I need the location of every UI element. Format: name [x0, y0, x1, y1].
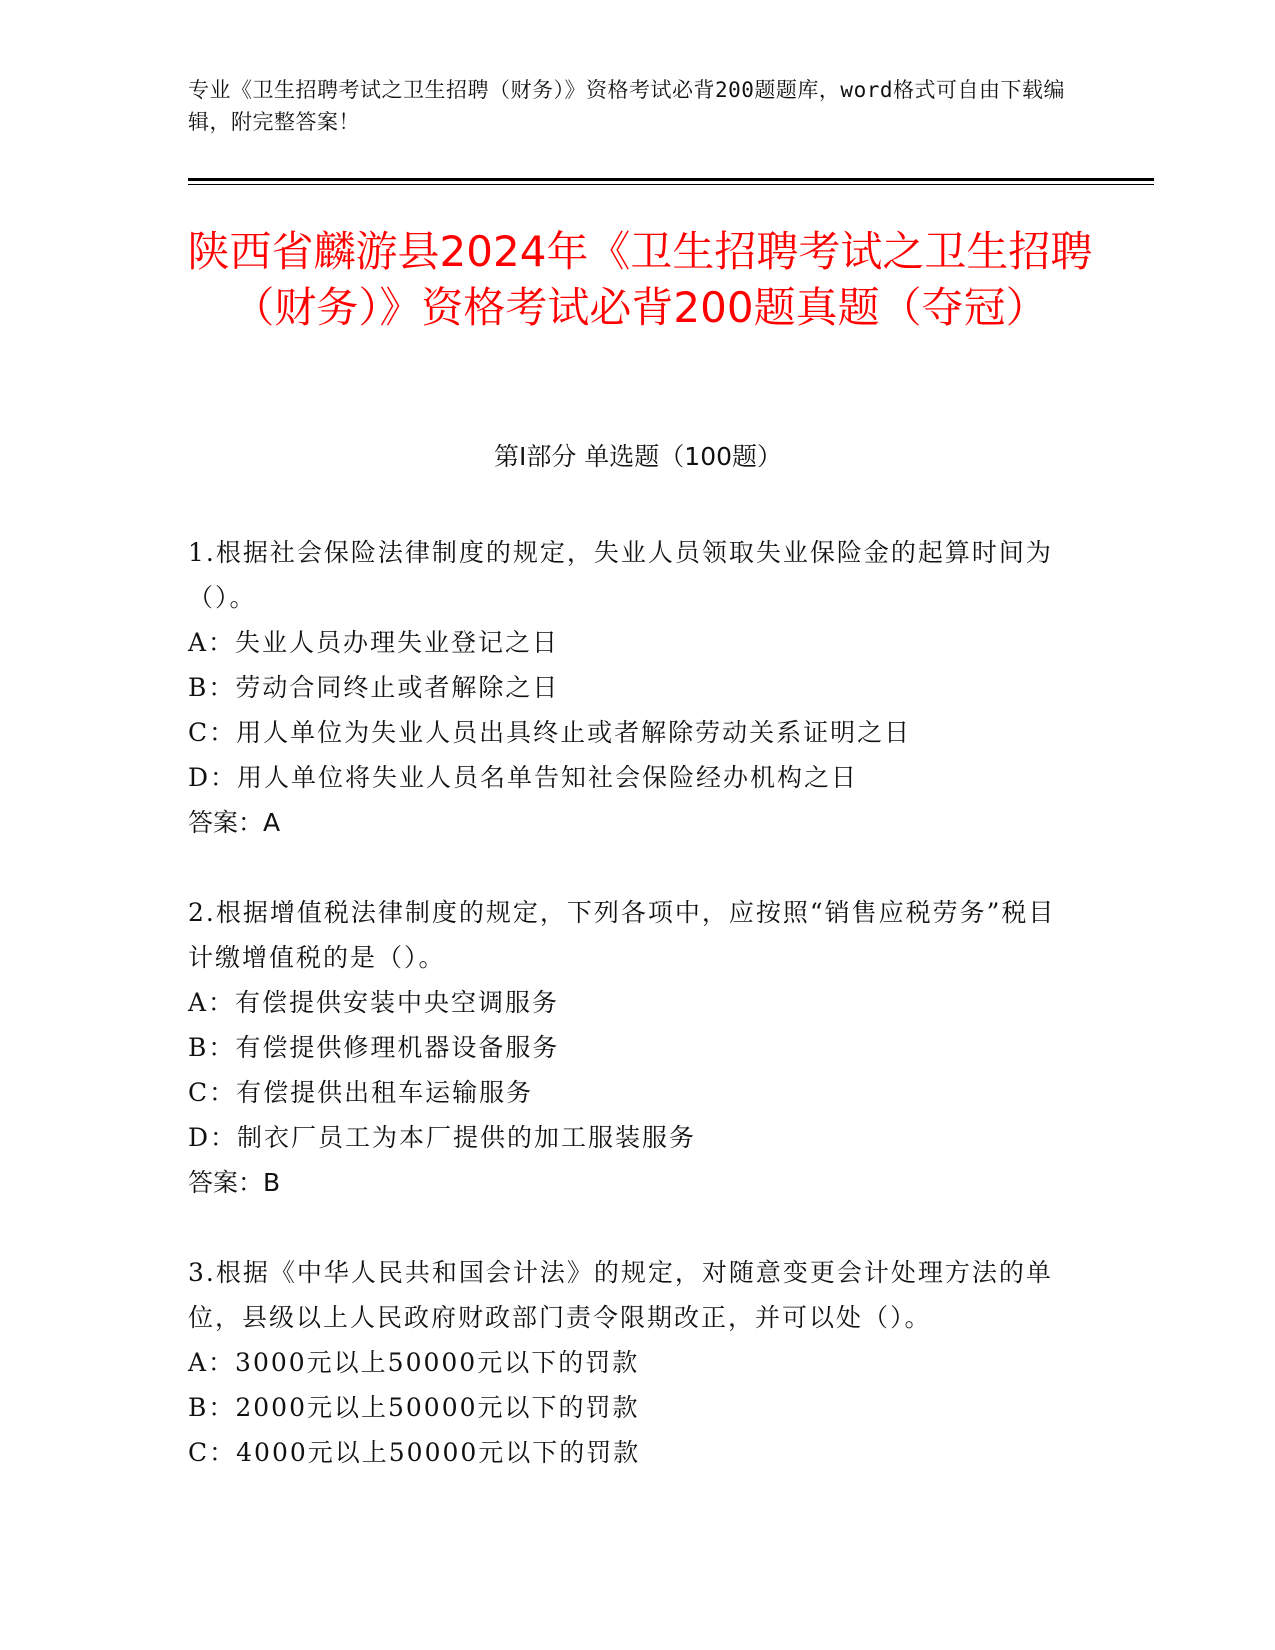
option-b: B：2000元以上50000元以下的罚款 [188, 1393, 640, 1422]
option-c: C：4000元以上50000元以下的罚款 [188, 1438, 641, 1467]
option-a: A：有偿提供安装中央空调服务 [188, 988, 560, 1017]
question-1 [188, 530, 1068, 845]
header-rule-thin [188, 184, 1154, 185]
question-stem: 3.根据《中华人民共和国会计法》的规定，对随意变更会计处理方法的单位，县级以上人民政府财政部门责令限期改正，并可以处（）。 [188, 1258, 1053, 1332]
question-2 [188, 890, 1068, 1205]
option-c: C：有偿提供出租车运输服务 [188, 1078, 534, 1107]
document-title: 陕西省麟游县2024年《卫生招聘考试之卫生招聘（财务）》资格考试必背200题真题（夺冠） [187, 227, 1093, 332]
question-3 [188, 1250, 1068, 1475]
question-stem: 2.根据增值税法律制度的规定，下列各项中，应按照“销售应税劳务”税目计缴增值税的是（）。 [188, 898, 1056, 972]
option-c: C：用人单位为失业人员出具终止或者解除劳动关系证明之日 [188, 718, 912, 747]
option-d: D：制衣厂员工为本厂提供的加工服装服务 [188, 1123, 697, 1152]
option-a: A：失业人员办理失业登记之日 [188, 628, 560, 657]
option-a: A：3000元以上50000元以下的罚款 [188, 1348, 640, 1377]
option-b: B：有偿提供修理机器设备服务 [188, 1033, 560, 1062]
option-b: B：劳动合同终止或者解除之日 [188, 673, 560, 702]
section-title: 第I部分 单选题（100题） [493, 442, 783, 471]
question-list [188, 530, 1068, 1520]
header-rule-thick [188, 178, 1154, 181]
answer: 答案：A [188, 808, 281, 837]
header-note: 专业《卫生招聘考试之卫生招聘（财务）》资格考试必背200题题库，word格式可自由下载编辑，附完整答案！ [188, 78, 1065, 134]
option-d: D：用人单位将失业人员名单告知社会保险经办机构之日 [188, 763, 859, 792]
question-stem: 1.根据社会保险法律制度的规定，失业人员领取失业保险金的起算时间为（）。 [188, 538, 1053, 612]
answer: 答案：B [188, 1168, 281, 1197]
